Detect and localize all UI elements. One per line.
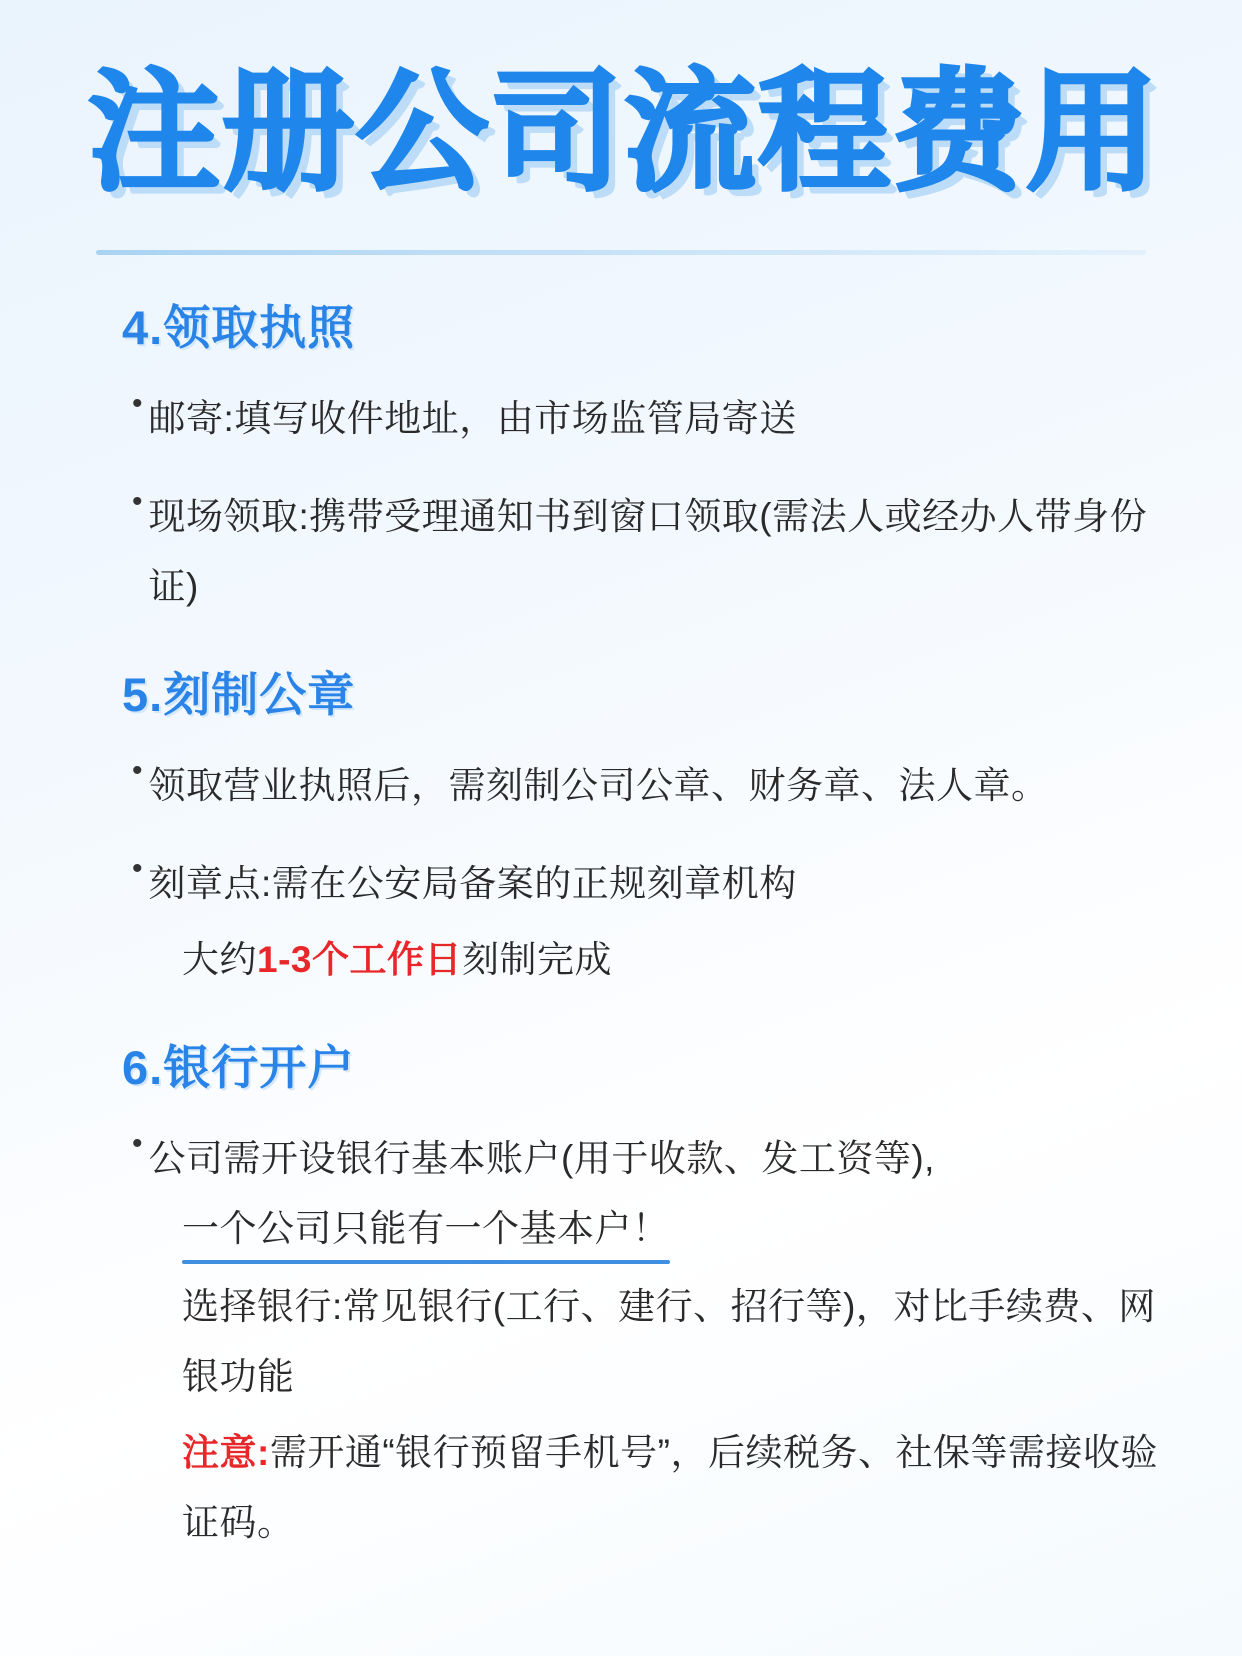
bullet-dot-icon: • — [132, 1127, 143, 1160]
duration-prefix: 大约 — [182, 939, 257, 980]
bullet-dot-icon: • — [132, 485, 143, 518]
list-item — [60, 751, 1182, 821]
title-divider — [96, 250, 1146, 255]
list-item-text: 邮寄:填写收件地址，由市场监管局寄送 — [148, 398, 797, 439]
section-4 — [60, 291, 1182, 622]
list-item-text: 公司需开设银行基本账户(用于收款、发工资等), — [148, 1138, 935, 1179]
basic-account-underlined-text: 一个公司只能有一个基本户！ — [182, 1194, 670, 1266]
list-item — [60, 849, 1182, 919]
list-item-text: 现场领取:携带受理通知书到窗口领取(需法人或经办人带身份证) — [148, 496, 1148, 607]
section-4-heading: 4.领取执照 — [122, 301, 356, 354]
section-6-heading: 6.银行开户 — [122, 1041, 356, 1094]
section-5 — [60, 658, 1182, 995]
basic-account-note — [60, 1194, 1182, 1266]
section-5-heading: 5.刻制公章 — [122, 668, 356, 721]
duration-highlight: 1-3个工作日 — [257, 939, 462, 980]
list-item — [60, 1124, 1182, 1194]
list-item — [60, 482, 1182, 622]
bullet-dot-icon: • — [132, 852, 143, 885]
duration-suffix: 刻制完成 — [461, 939, 612, 980]
list-item-text: 领取营业执照后，需刻制公司公章、财务章、法人章。 — [148, 765, 1049, 806]
bullet-dot-icon: • — [132, 754, 143, 787]
warning-label: 注意: — [182, 1432, 270, 1473]
bank-choice-note: 选择银行:常见银行(工行、建行、招行等)，对比手续费、网银功能 — [182, 1286, 1156, 1397]
list-item-text: 刻章点:需在公安局备案的正规刻章机构 — [148, 863, 797, 904]
page-title: 注册公司流程费用 — [88, 59, 1160, 206]
list-item — [60, 384, 1182, 454]
section-6 — [60, 1031, 1182, 1558]
title-block — [88, 58, 1182, 228]
bullet-dot-icon: • — [132, 387, 143, 420]
duration-note — [60, 925, 1182, 995]
warning-note — [60, 1418, 1182, 1558]
warning-text: 需开通“银行预留手机号”，后续税务、社保等需接收验证码。 — [182, 1432, 1158, 1543]
